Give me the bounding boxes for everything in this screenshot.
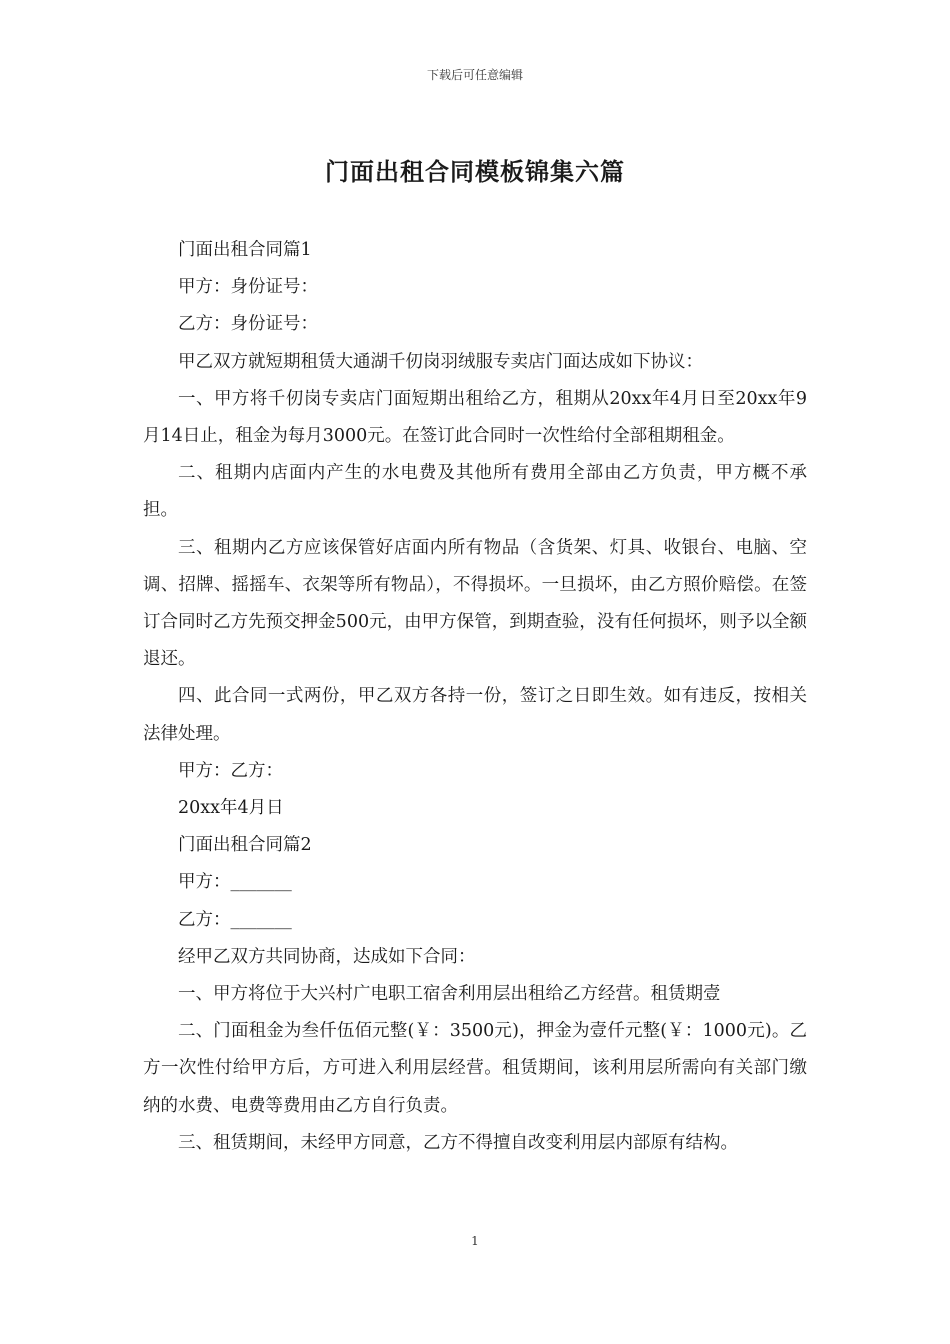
document-body bbox=[143, 232, 807, 1162]
header-note: 下载后可任意编辑 bbox=[426, 68, 523, 82]
paragraph-agreement-intro: 甲乙双方就短期租赁大通湖千仞岗羽绒服专卖店门面达成如下协议： bbox=[178, 351, 703, 372]
paragraph-party-a-blank: 甲方：_______ bbox=[178, 872, 292, 893]
paragraph-party-b-blank: 乙方：_______ bbox=[178, 909, 292, 930]
paragraph-contract-clause-1: 一、甲方将位于大兴村广电职工宿舍利用层出租给乙方经营。租赁期壹 bbox=[178, 984, 721, 1005]
paragraph-clause-3: 三、租期内乙方应该保管好店面内所有物品（含货架、灯具、收银台、电脑、空调、招牌、摇摇车、衣架等所有物品），不得损坏。一旦损坏，由乙方照价赔偿。在签订合同时乙方先预交押金500元，由甲方保管，到期查验，没有任何损坏，则予以全额退还。 bbox=[143, 537, 807, 670]
paragraph-contract-intro: 经甲乙双方共同协商，达成如下合同： bbox=[178, 946, 476, 967]
paragraph-contract-clause-2: 二、门面租金为叁仟伍佰元整(￥：3500元)，押金为壹仟元整(￥：1000元)。乙方一次性付给甲方后，方可进入利用层经营。租赁期间，该利用层所需向有关部门缴纳的水费、电费等费用由乙方自行负责。 bbox=[143, 1021, 807, 1116]
paragraph-contract-clause-3: 三、租赁期间，未经甲方同意，乙方不得擅自改变利用层内部原有结构。 bbox=[178, 1132, 738, 1153]
paragraph-clause-1: 一、甲方将千仞岗专卖店门面短期出租给乙方，租期从20xx年4月日至20xx年9月14日止，租金为每月3000元。在签订此合同时一次性给付全部租期租金。 bbox=[143, 388, 807, 447]
paragraph-section-heading-2: 门面出租合同篇2 bbox=[178, 835, 312, 856]
paragraph-party-a-id: 甲方：身份证号： bbox=[178, 277, 318, 298]
paragraph-section-heading-1: 门面出租合同篇1 bbox=[178, 240, 312, 260]
paragraph-signatures: 甲方：乙方： bbox=[178, 760, 283, 781]
paragraph-date: 20xx年4月日 bbox=[178, 798, 284, 819]
document-title: 门面出租合同模板锦集六篇 bbox=[325, 157, 625, 186]
paragraph-clause-2: 二、租期内店面内产生的水电费及其他所有费用全部由乙方负责，甲方概不承担。 bbox=[143, 463, 807, 521]
paragraph-party-b-id: 乙方：身份证号： bbox=[178, 314, 318, 335]
page-number: 1 bbox=[471, 1234, 479, 1248]
paragraph-clause-4: 四、此合同一式两份，甲乙双方各持一份，签订之日即生效。如有违反，按相关法律处理。 bbox=[143, 686, 807, 744]
